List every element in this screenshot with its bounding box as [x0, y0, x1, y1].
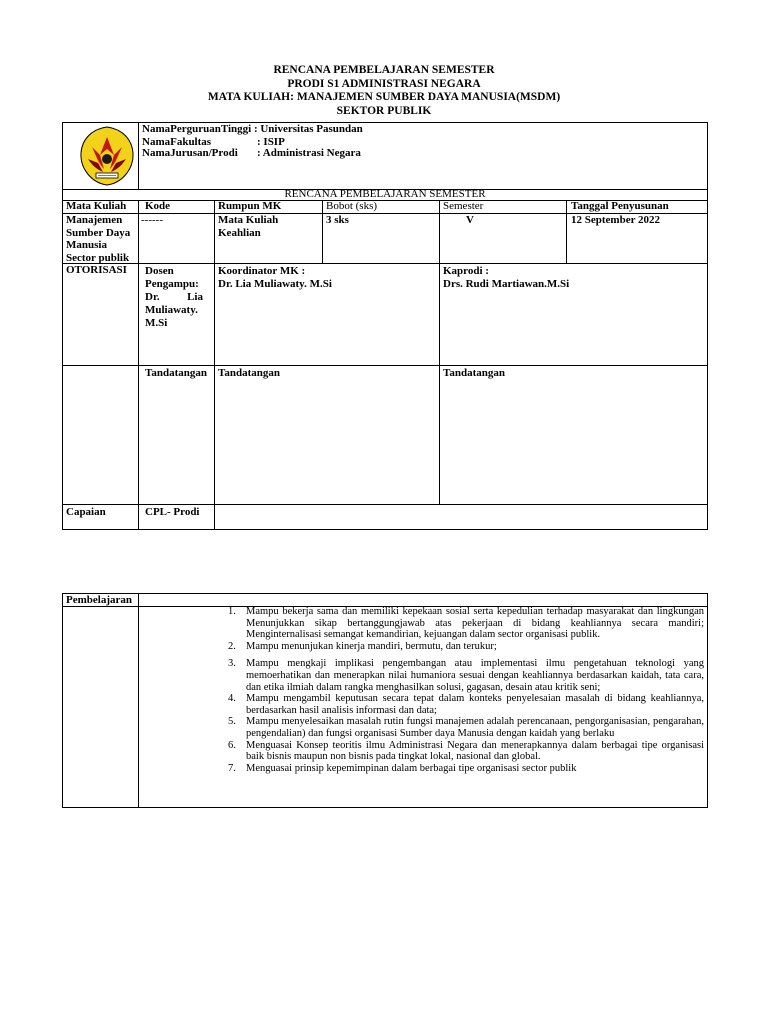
list-text: Menguasai Konsep teoritis ilmu Administrasi Negara dan menerapkannya dalam berbagai tipe organisasi baik bisnis maupun non bisnis pada tingkat lokal, nasional dan global.: [246, 739, 704, 763]
table-border-right: [707, 122, 708, 530]
list-item: [228, 740, 704, 763]
lower-col-divider: [138, 593, 139, 808]
koordinator-name: Dr. Lia Muliawaty. M.Si: [218, 278, 332, 290]
value-bobot: 3 sks: [326, 214, 349, 226]
mk-line-1: Manajemen: [66, 214, 123, 226]
value-semester: V: [466, 214, 474, 226]
list-text: Menguasai prinsip kepemimpinan dalam berbagai tipe organisasi sector publik: [246, 762, 577, 774]
list-number: 2.: [228, 640, 236, 652]
col-header-tanggal: Tanggal Penyusunan: [571, 200, 669, 212]
signature-label-dosen: Tandatangan: [145, 367, 207, 379]
capaian-label: Capaian: [66, 506, 106, 518]
table-border-bottom: [62, 529, 708, 530]
dosen-pengampu: [145, 265, 211, 330]
otorisasi-label: OTORISASI: [66, 264, 127, 276]
value-mata-kuliah: [66, 214, 130, 264]
dosen-line-2: Pengampu:: [145, 278, 199, 290]
program-label: NamaJurusan/Prodi: [142, 147, 238, 159]
rule-tandatangan: [62, 365, 708, 366]
list-item: [228, 606, 704, 641]
program-value: : Administrasi Negara: [257, 147, 361, 159]
dosen-line-4: Muliawaty.: [145, 304, 198, 316]
col-divider-1: [138, 200, 139, 530]
col-divider-2: [214, 200, 215, 530]
list-number: 7.: [228, 762, 236, 774]
header-line-1: RENCANA PEMBELAJARAN SEMESTER: [273, 64, 495, 76]
header-line-2: PRODI S1 ADMINISTRASI NEGARA: [287, 77, 481, 90]
koordinator-label: Koordinator MK :: [218, 265, 306, 277]
rule-capaian: [62, 504, 708, 505]
value-kode: ------: [141, 214, 163, 226]
logo-divider: [138, 122, 139, 189]
list-number: 6.: [228, 739, 236, 751]
list-text: Mampu bekerja sama dan memiliki kepekaan sosial serta kepedulian terhadap masyarakat dan lingkungan Menunjukkan sikap bertanggungjawab atas pekerjaan di bidang keahliannya secara mandiri; Menginternalisasi semangat kemandirian, kejuangan dalam sector organisasi publik.: [246, 606, 704, 641]
table-border-left: [62, 122, 63, 530]
faculty-value: : ISIP: [257, 136, 285, 148]
dosen-line-3: Dr. Lia: [145, 291, 203, 303]
rumpun-line-2: Keahlian: [218, 226, 261, 239]
rule-otorisasi: [62, 263, 708, 264]
list-item: [228, 658, 704, 693]
cpl-prodi-label: CPL- Prodi: [145, 506, 200, 518]
list-text: Mampu mengkaji implikasi pengembangan atau implementasi ilmu pengetahuan teknologi yang memoerhatikan dan menerapkan nilai humaniora sesuai dengan keahliannya berdasarkan kaidah, tata cara, dan etika ilmiah dalam rangka menghasilkan solusi, gagasan, desain atau kritik seni;: [246, 658, 704, 693]
lower-border-left: [62, 593, 63, 808]
mk-line-4: Sector publik: [66, 251, 130, 264]
mk-line-2: Sumber Daya: [66, 226, 131, 239]
col-divider-3: [322, 200, 323, 263]
list-text: Mampu menyelesaikan masalah rutin fungsi manajemen adalah perencanaan, pengorganisasian, pengarahan, pengendalian) dan fungsi organisasi Sumber daya Manusia dengan kaidah yang berlaku: [246, 716, 704, 739]
signature-label-kaprodi: Tandatangan: [443, 367, 505, 379]
list-item: [228, 763, 704, 775]
list-item: [228, 693, 704, 716]
pembelajaran-label: Pembelajaran: [66, 594, 132, 606]
list-text: Mampu mengambil keputusan secara tepat dalam konteks penyelesaian masalah di bidang keahliannya, berdasarkan hasil analisis informasi dan data;: [246, 693, 704, 716]
dosen-line-1: Dosen: [145, 265, 174, 277]
list-number: 5.: [228, 716, 236, 728]
kaprodi-label: Kaprodi :: [443, 265, 489, 277]
lower-border-bottom: [62, 807, 708, 808]
document-header: [0, 64, 768, 118]
faculty-label: NamaFakultas: [142, 136, 212, 148]
list-item: [228, 716, 704, 739]
col-divider-4: [439, 200, 440, 504]
col-header-semester: Semester: [443, 200, 484, 212]
lower-border-top: [62, 593, 708, 594]
col-divider-5: [566, 200, 567, 263]
col-header-bobot: Bobot (sks): [326, 200, 378, 212]
rumpun-line-1: Mata Kuliah: [218, 214, 279, 226]
signature-label-koordinator: Tandatangan: [218, 367, 280, 379]
list-item: [228, 641, 704, 653]
institution-name: NamaPerguruanTinggi : Universitas Pasundan: [142, 123, 363, 135]
col-header-kode: Kode: [145, 200, 171, 212]
section-title: RENCANA PEMBELAJARAN SEMESTER: [284, 188, 486, 200]
header-line-3: MATA KULIAH: MANAJEMEN SUMBER DAYA MANUSIA(MSDM): [207, 91, 561, 103]
kaprodi-name: Drs. Rudi Martiawan.M.Si: [443, 278, 570, 290]
list-number: 1.: [228, 606, 236, 617]
value-tanggal: 12 September 2022: [571, 214, 661, 226]
list-text: Mampu menunjukan kinerja mandiri, bermutu, dan terukur;: [246, 640, 497, 652]
col-header-rumpun: Rumpun MK: [218, 200, 282, 212]
list-number: 3.: [228, 658, 236, 670]
list-number: 4.: [228, 693, 236, 705]
learning-outcomes-list: [228, 606, 704, 774]
dosen-line-5: M.Si: [145, 317, 168, 329]
university-crest-icon: [78, 125, 136, 187]
header-line-4: SEKTOR PUBLIK: [336, 104, 432, 117]
col-header-mata-kuliah: Mata Kuliah: [66, 200, 127, 212]
lower-border-right: [707, 593, 708, 808]
mk-line-3: Manusia: [66, 239, 107, 251]
value-rumpun: [218, 214, 278, 239]
